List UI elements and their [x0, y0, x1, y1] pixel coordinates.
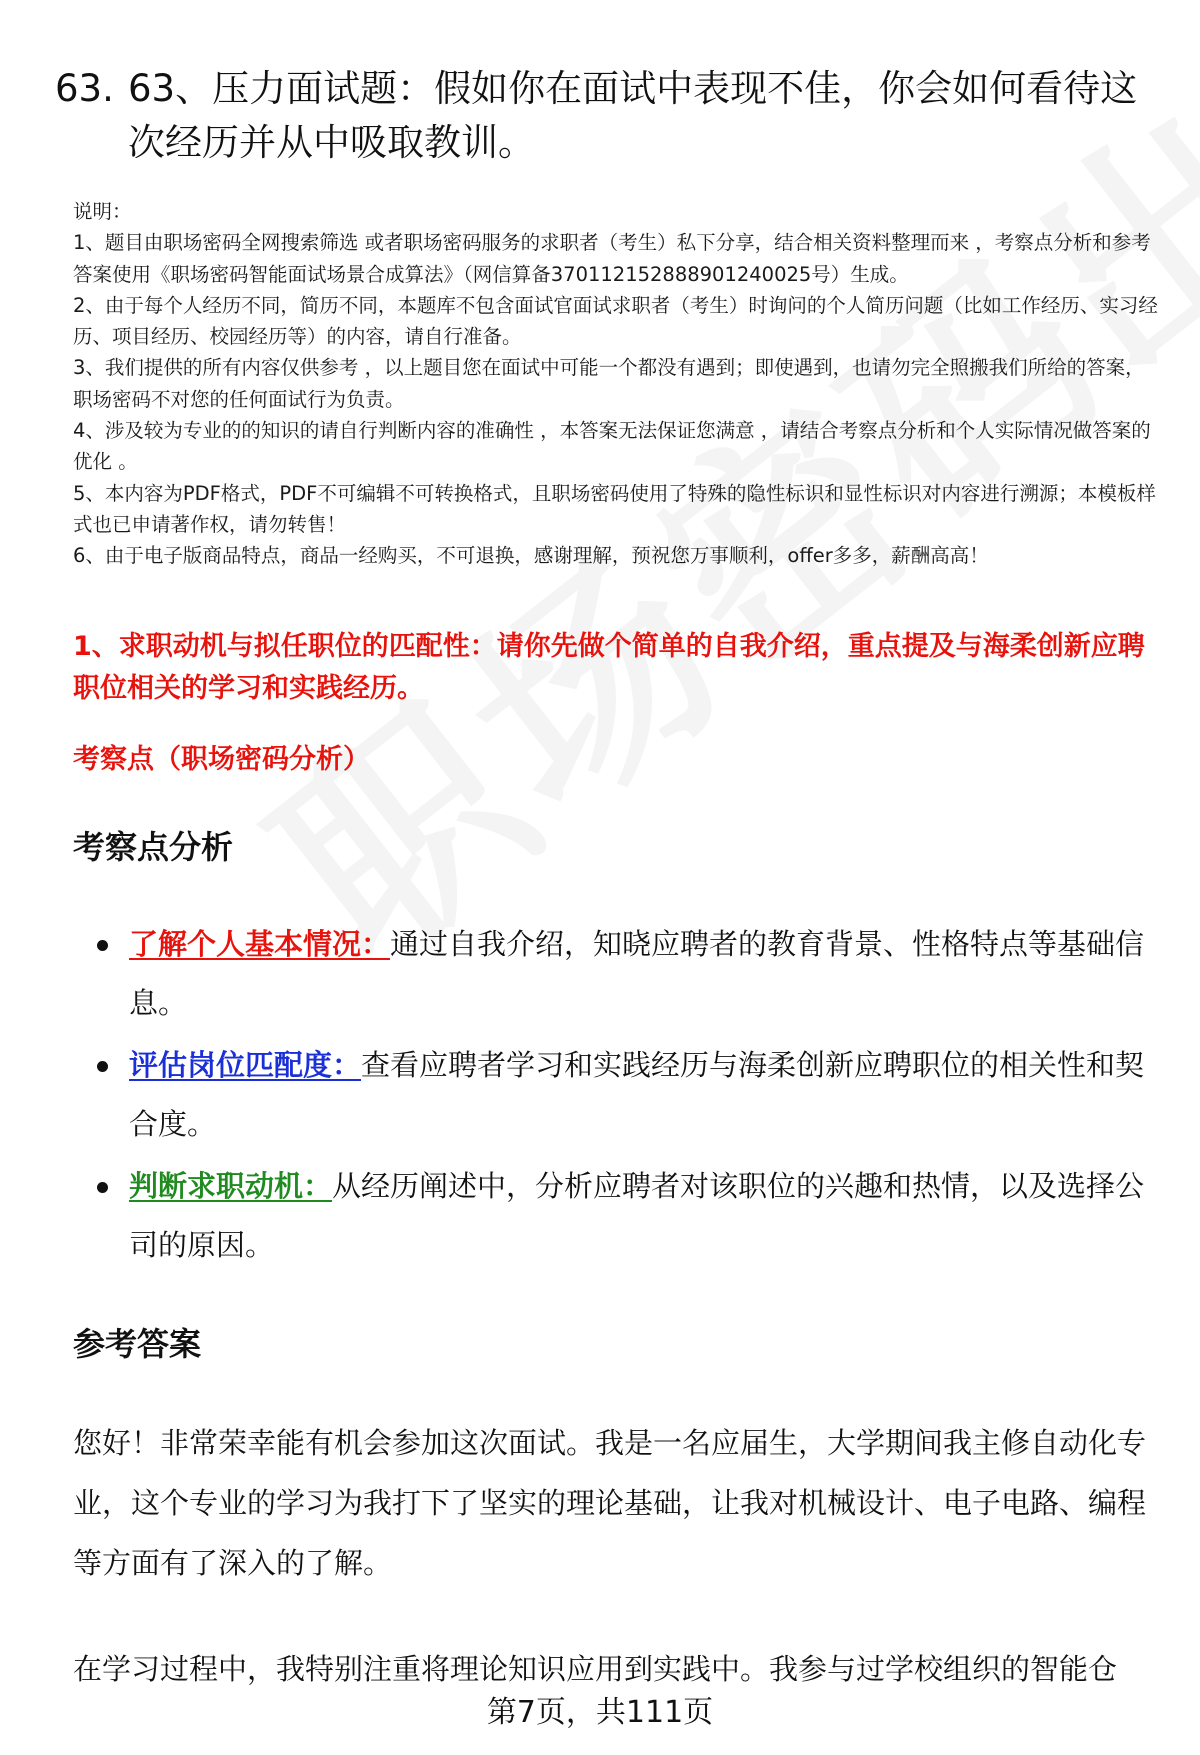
bullet-dot-icon	[97, 1061, 108, 1072]
analysis-item	[73, 1157, 1158, 1275]
title-number: 63.	[55, 67, 114, 110]
note-line: 1、题目由职场密码全网搜索筛选 或者职场密码服务的求职者（考生）私下分享，结合相关资料整理而来 ，考察点分析和参考答案使用《职场密码智能面试场景合成算法》（网信算备370112152888901240025号）生成。	[73, 231, 1151, 286]
analysis-item-label: 判断求职动机：	[129, 1169, 333, 1203]
note-line: 6、由于电子版商品特点，商品一经购买，不可退换，感谢理解，预祝您万事顺利，offer多多，薪酬高高！	[73, 544, 989, 568]
title-text: 63、压力面试题：假如你在面试中表现不佳，你会如何看待这次经历并从中吸取教训。	[128, 67, 1138, 164]
interview-question: 1、求职动机与拟任职位的匹配性：请你先做个简单的自我介绍，重点提及与海柔创新应聘职位相关的学习和实践经历。	[73, 631, 1145, 704]
analysis-heading: 考察点分析	[73, 828, 234, 866]
note-line: 4、涉及较为专业的的知识的请自行判断内容的准确性 ，本答案无法保证您满意 ，请结合考察点分析和个人实际情况做答案的优化 。	[73, 419, 1151, 474]
analysis-list	[73, 915, 1158, 1278]
page-title	[55, 62, 1155, 170]
answer-paragraph: 在学习过程中，我特别注重将理论知识应用到实践中。我参与过学校组织的智能仓	[73, 1652, 1118, 1686]
kaochadian-label: 考察点（职场密码分析）	[73, 744, 370, 775]
note-line: 2、由于每个人经历不同，简历不同，本题库不包含面试官面试求职者（考生）时询问的个人简历问题（比如工作经历、实习经历、项目经历、校园经历等）的内容，请自行准备。	[73, 293, 1158, 349]
analysis-item	[73, 1036, 1158, 1154]
disclaimer-notes	[73, 196, 1163, 572]
bullet-dot-icon	[97, 940, 108, 951]
note-line: 3、我们提供的所有内容仅供参考 ，以上题目您在面试中可能一个都没有遇到；即使遇到，也请勿完全照搬我们所给的答案，职场密码不对您的任何面试行为负责。	[73, 356, 1145, 411]
analysis-item-text: 查看应聘者学习和实践经历与海柔创新应聘职位的相关性和契合度。	[129, 1048, 1145, 1141]
answer-paragraph: 您好！非常荣幸能有机会参加这次面试。我是一名应届生，大学期间我主修自动化专业，这个专业的学习为我打下了坚实的理论基础，让我对机械设计、电子电路、编程等方面有了深入的了解。	[73, 1426, 1147, 1580]
analysis-item-text: 从经历阐述中，分析应聘者对该职位的兴趣和热情，以及选择公司的原因。	[129, 1169, 1145, 1262]
answer-heading: 参考答案	[73, 1325, 202, 1363]
bullet-dot-icon	[97, 1182, 108, 1193]
analysis-item-text: 通过自我介绍，知晓应聘者的教育背景、性格特点等基础信息。	[129, 927, 1145, 1020]
analysis-item-label: 了解个人基本情况：	[129, 927, 391, 961]
analysis-item	[73, 915, 1158, 1033]
note-line: 说明：	[73, 200, 132, 223]
page-footer: 第7页，共111页	[0, 1693, 1200, 1733]
analysis-item-label: 评估岗位匹配度：	[129, 1048, 362, 1082]
note-line: 5、本内容为PDF格式，PDF不可编辑不可转换格式，且职场密码使用了特殊的隐性标识和显性标识对内容进行溯源；本模板样式也已申请著作权，请勿转售！	[73, 481, 1156, 536]
